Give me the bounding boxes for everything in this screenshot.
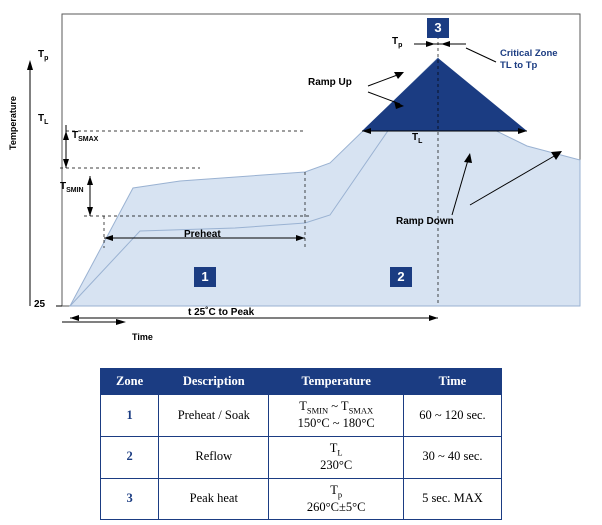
cell-zone: 3 [101,478,159,520]
reflow-spec-table [100,368,502,520]
cell-temperature: $T_p$ 260°C±5°C [269,478,403,520]
cell-description: Reflow [159,436,269,478]
cell-temperature: $T_{SMIN}$ ~ $T_{SMAX}$ 150°C ~ 180°C [269,395,403,437]
table-row [101,478,502,520]
cell-description: Preheat / Soak [159,395,269,437]
zone-badge-3: 3 [427,18,449,38]
peak-tp-label: $T_p$ [392,36,403,49]
critical-zone-label: Critical Zone TL to Tp [500,48,558,71]
zone-badge-1: 1 [194,267,216,287]
cell-zone: 1 [101,395,159,437]
y-axis-arrowhead [27,60,33,70]
cell-time: 30 ~ 40 sec. [403,436,501,478]
header-zone: Zone [101,369,159,395]
peak-tl-label: $T_L$ [412,132,423,145]
tp-axis-label: $T_p$ [38,49,49,62]
ramp-down-label: Ramp Down [396,216,454,227]
cell-temperature: $T_L$ 230°C [269,436,403,478]
cell-description: Peak heat [159,478,269,520]
header-temperature: Temperature [269,369,403,395]
ramp-up-label: Ramp Up [308,77,352,88]
tsmin-label: $T_{SMIN}$ [60,181,84,194]
x-axis-arrowhead [116,319,126,325]
cell-time: 5 sec. MAX [403,478,501,520]
total-time-label: t 25˚C to Peak [188,307,255,318]
baseline-label: 25 [34,299,46,310]
tl-axis-label: $T_L$ [38,113,49,126]
header-description: Description [159,369,269,395]
preheat-label: Preheat [184,229,221,240]
header-time: Time [403,369,501,395]
zone-badge-2: 2 [390,267,412,287]
x-axis-title: Time [132,332,153,342]
y-axis-title: Temperature [8,96,18,150]
total-time-arrow-left [70,315,79,321]
table-row [101,436,502,478]
table-row [101,395,502,437]
table-header-row [101,369,502,395]
cell-time: 60 ~ 120 sec. [403,395,501,437]
total-time-arrow-right [429,315,438,321]
cell-zone: 2 [101,436,159,478]
tsmax-label: $T_{SMAX}$ [72,130,99,143]
